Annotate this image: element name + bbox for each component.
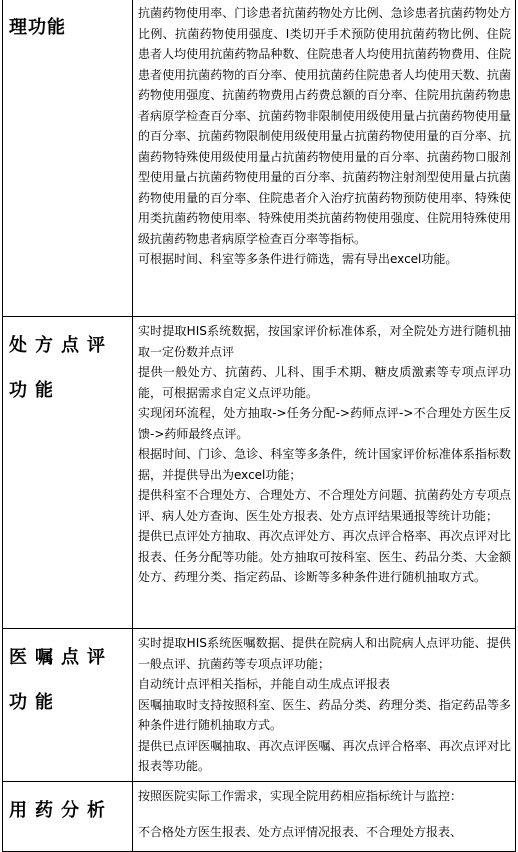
- paragraph-gap: [138, 806, 511, 822]
- row-label: 医嘱点评功能: [9, 647, 113, 713]
- table-row: [3, 629, 516, 782]
- row-label-cell: [3, 0, 133, 317]
- row-label-cell: [3, 317, 133, 629]
- table-row: [3, 317, 516, 629]
- content-paragraph: 提供已点评处方抽取、再次点评处方、再次点评合格率、再次点评对比报表、任务分配等功能。处方抽取可按科室、医生、药品分类、大金额处方、药理分类、指定药品、诊断等多种条件进行随机抽取方式。: [138, 529, 511, 584]
- content-paragraph: 自动统计点评相关指标，并能自动生成点评报表: [138, 677, 391, 691]
- content-paragraph: 抗菌药物使用率、门诊患者抗菌药物处方比例、急诊患者抗菌药物处方比例、抗菌药物使用强度、I类切开手术预防使用抗菌药物比例、住院患者人均使用抗菌药物品种数、住院患者人均使用抗菌药物费用、住院患者使用抗菌药物的百分率、使用抗菌药住院患者人均使用天数、抗菌药物使用强度、抗菌药物费用占药费总额的百分率、住院用抗菌药物患者病原学检查百分率、抗菌药物非限制使用级使用量占抗菌药物使用量的百分率、抗菌药物限制使用级使用量占抗菌药物使用量的百分率、抗菌药物特殊使用级使用量占抗菌药物使用量的百分率、抗菌药物口服剂型使用量占抗菌药物使用量的百分率、抗菌药物注射剂型使用量占抗菌药物使用量的百分率、住院患者介入治疗抗菌药物预防使用率、特殊使用类抗菌药物使用率、特殊使用类抗菌药物使用强度、住院用特殊使用级抗菌药物患者病原学检查百分率等指标。: [138, 6, 511, 246]
- content-paragraph: 提供一般处方、抗菌药、儿科、围手术期、糖皮质激素等专项点评功能，可根据需求自定义点评功能。: [138, 365, 511, 400]
- row-label-cell: [3, 629, 133, 782]
- function-table: [2, 0, 516, 852]
- content-paragraph: 提供科室不合理处方、合理处方、不合理处方问题、抗菌药处方专项点评、病人处方查询、医生处方报表、处方点评结果通报等统计功能；: [138, 488, 511, 523]
- row-label: 理功能: [9, 17, 66, 38]
- row-content-cell: [133, 317, 516, 629]
- content-paragraph: 根据时间、门诊、急诊、科室等多条件，统计国家评价标准体系指标数据，并提供导出为excel功能；: [138, 447, 511, 482]
- content-paragraph: 实时提取HIS系统医嘱数据、提供在院病人和出院病人点评功能、提供一般点评、抗菌药等专项点评功能；: [138, 636, 511, 671]
- content-paragraph: 不合格处方医生报表、处方点评情况报表、不合理处方报表、: [138, 825, 463, 839]
- content-paragraph: 按照医院实际工作需求，实现全院用药相应指标统计与监控：: [138, 788, 463, 803]
- content-paragraph: 实时提取HIS系统数据，按国家评价标准体系，对全院处方进行随机抽取一定份数并点评: [138, 324, 511, 359]
- row-label: 处方点评功能: [9, 335, 113, 401]
- table-row: [3, 0, 516, 317]
- content-paragraph: 提供已点评医嘱抽取、再次点评医嘱、再次点评合格率、再次点评对比报表等功能。: [138, 738, 511, 773]
- content-paragraph: 医嘱抽取时支持按照科室、医生、药品分类、药理分类、指定药品等多种条件进行随机抽取方式。: [138, 697, 511, 732]
- row-label: 用药分析: [9, 799, 113, 821]
- content-paragraph: 可根据时间、科室等多条件进行筛选，需有导出excel功能。: [138, 252, 458, 266]
- row-content-cell: [133, 629, 516, 782]
- row-content-cell: [133, 0, 516, 317]
- content-paragraph: 实现闭环流程，处方抽取->任务分配->药师点评->不合理处方医生反馈->药师最终点评。: [138, 406, 511, 441]
